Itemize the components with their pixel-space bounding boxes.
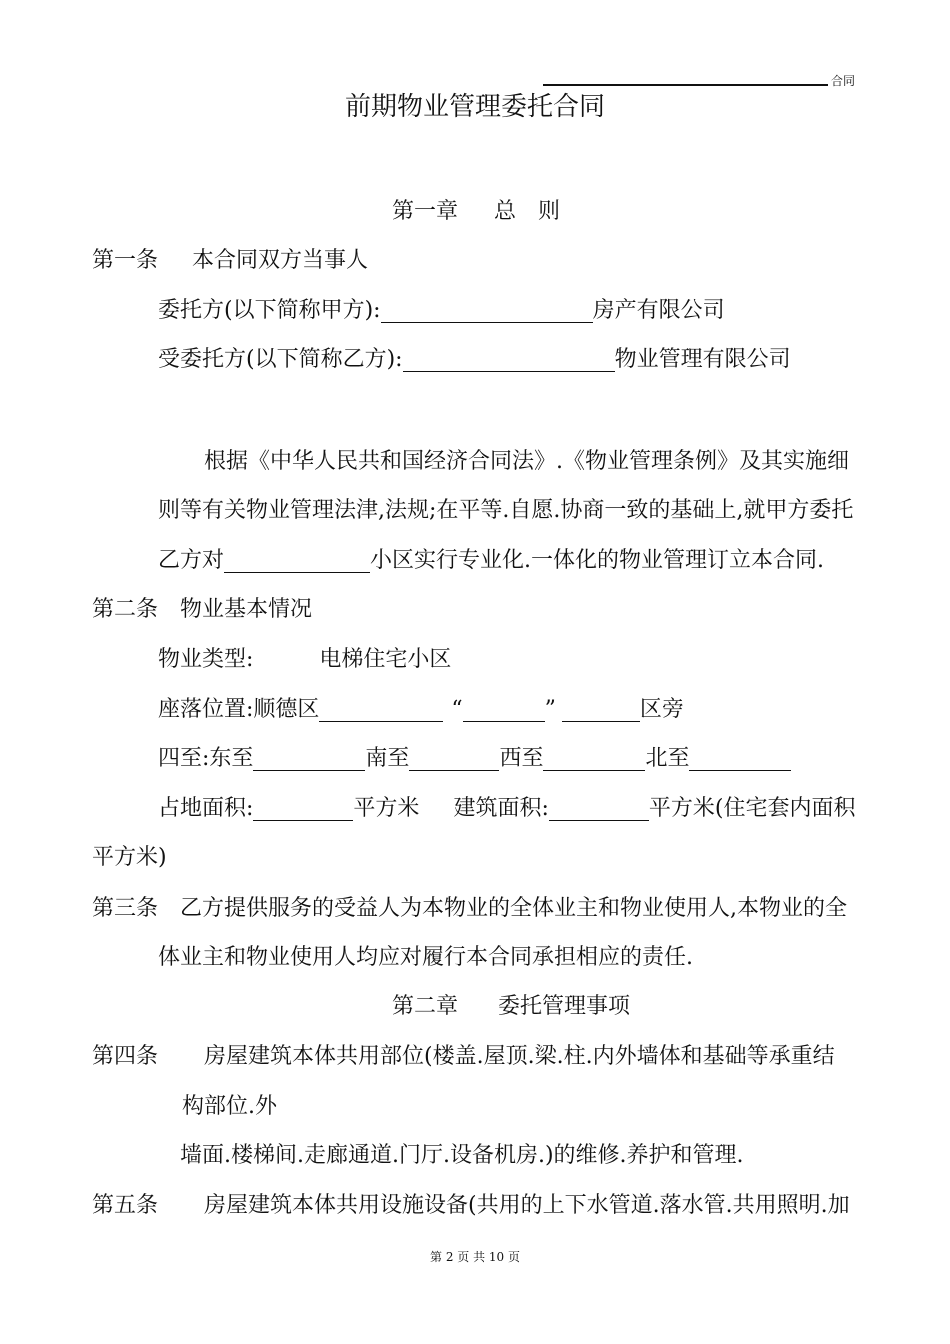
quote-close: ” — [544, 697, 556, 722]
boundaries-line — [158, 744, 791, 774]
location-suffix: 区旁 — [639, 697, 684, 722]
preamble-line-1: 根据《中华人民共和国经济合同法》.《物业管理条例》及其实施细 — [204, 449, 849, 474]
location-blank-2[interactable] — [463, 699, 545, 722]
chapter-1-heading — [392, 197, 560, 227]
article-5-line-1 — [92, 1191, 850, 1221]
west-label: 西至 — [499, 746, 544, 771]
boundaries-label: 四至:东至 — [158, 746, 254, 771]
community-name-blank[interactable] — [224, 550, 370, 573]
party-a-label: 委托方(以下简称甲方): — [158, 298, 381, 323]
header-rule — [543, 84, 828, 86]
preamble-line-3-suffix: 小区实行专业化.一体化的物业管理订立本合同. — [370, 548, 825, 573]
article-2-title: 物业基本情况 — [180, 597, 313, 622]
building-area-unit: 平方米(住宅套内面积 — [648, 796, 856, 821]
preamble-line-3 — [158, 546, 824, 576]
article-4-text-1: 房屋建筑本体共用部位(楼盖.屋顶.梁.柱.内外墙体和基础等承重结 — [204, 1044, 835, 1069]
party-b-line — [158, 345, 791, 375]
article-3-number: 第三条 — [92, 896, 159, 921]
party-b-label: 受委托方(以下简称乙方): — [158, 347, 403, 372]
chapter-1-name: 总 则 — [494, 199, 561, 224]
party-a-blank[interactable] — [381, 300, 593, 323]
property-type-label: 物业类型: — [158, 647, 254, 672]
article-2-number: 第二条 — [92, 597, 159, 622]
header-label: 合同 — [831, 74, 856, 88]
article-5-text-1: 房屋建筑本体共用设施设备(共用的上下水管道.落水管.共用照明.加 — [204, 1193, 850, 1218]
article-1-title: 本合同双方当事人 — [192, 248, 369, 273]
chapter-1-number: 第一章 — [392, 199, 459, 224]
article-3-line-2: 体业主和物业使用人均应对履行本合同承担相应的责任. — [158, 945, 693, 970]
east-blank[interactable] — [253, 748, 365, 771]
chapter-2-heading — [392, 992, 630, 1022]
chapter-2-number: 第二章 — [392, 994, 459, 1019]
north-label: 北至 — [645, 746, 690, 771]
article-4-line-1 — [92, 1042, 835, 1072]
article-3-text-1: 乙方提供服务的受益人为本物业的全体业主和物业使用人,本物业的全 — [180, 896, 848, 921]
land-area-unit: 平方米 — [353, 796, 420, 821]
article-1-heading — [92, 246, 368, 276]
north-blank[interactable] — [689, 748, 791, 771]
article-2-heading — [92, 595, 312, 625]
property-type-line — [158, 645, 451, 675]
location-blank-3[interactable] — [562, 699, 640, 722]
article-1-number: 第一条 — [92, 248, 159, 273]
location-line — [158, 695, 684, 725]
preamble-line-2: 则等有关物业管理法津,法规;在平等.自愿.协商一致的基础上,就甲方委托 — [158, 498, 854, 523]
south-blank[interactable] — [409, 748, 499, 771]
location-label: 座落位置:顺德区 — [158, 697, 320, 722]
chapter-2-name: 委托管理事项 — [498, 994, 631, 1019]
west-blank[interactable] — [543, 748, 645, 771]
party-b-suffix: 物业管理有限公司 — [614, 347, 791, 372]
building-area-label: 建筑面积: — [453, 796, 549, 821]
article-3-line-1 — [92, 894, 847, 924]
area-line — [158, 794, 855, 824]
article-4-line-2: 构部位.外 — [182, 1094, 277, 1119]
article-4-number: 第四条 — [92, 1044, 159, 1069]
article-4-line-3: 墙面.楼梯间.走廊通道.门厅.设备机房.)的维修.养护和管理. — [180, 1143, 744, 1168]
party-a-line — [158, 296, 725, 326]
area-line-continued: 平方米) — [92, 845, 167, 870]
south-label: 南至 — [365, 746, 410, 771]
property-type-value: 电梯住宅小区 — [319, 647, 452, 672]
party-b-blank[interactable] — [403, 349, 615, 372]
party-a-suffix: 房产有限公司 — [592, 298, 725, 323]
preamble-line-3-prefix: 乙方对 — [158, 548, 225, 573]
land-area-blank[interactable] — [253, 798, 353, 821]
building-area-blank[interactable] — [549, 798, 649, 821]
land-area-label: 占地面积: — [158, 796, 254, 821]
page-title: 前期物业管理委托合同 — [344, 92, 605, 122]
page-footer: 第 2 页 共 10 页 — [430, 1250, 520, 1264]
quote-open: “ — [451, 697, 463, 722]
article-5-number: 第五条 — [92, 1193, 159, 1218]
location-blank-1[interactable] — [319, 699, 443, 722]
